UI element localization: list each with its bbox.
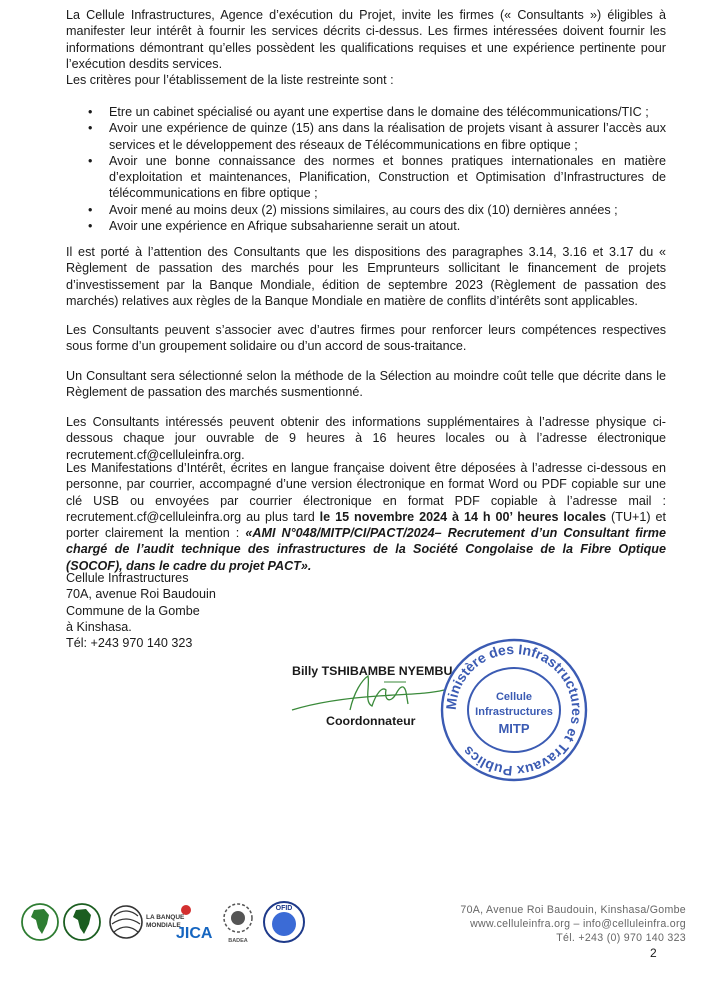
africa-map-logo [22,904,58,940]
list-item: • Avoir une expérience en Afrique subsaharienne serait un atout. [88,219,461,234]
website-link[interactable]: www.celluleinfra.org – info@celluleinfra.org [470,918,686,931]
ami-reference: «AMI N°048/MITP/CI/PACT/2024– Recrutement d’un Consultant firme chargé de l’audit technique des infrastructures de la Société Congolaise de la Fibre Optique (SOCOF), dans le cadre du projet PACT». [66,526,666,573]
list-item: • Avoir une bonne connaissance des normes et bonnes pratiques internationales en matière d’exploitation et maintenances, Planification, Construction et Optimisation d’Infrastructures de télécommunications en fibre optique ; [88,153,666,201]
paragraph-selection-method: Un Consultant sera sélectionné selon la méthode de la Sélection au moindre coût telle que décrite dans le Règlement de passation des marchés susmentionné. [66,369,666,400]
svg-text:MONDIALE: MONDIALE [146,922,181,929]
signatory-name: Billy TSHIBAMBE NYEMBU [292,664,453,678]
bullet-icon: • [88,105,93,119]
world-bank-logo [110,906,185,938]
paragraph-submission: Les Manifestations d’Intérêt, écrites en langue française doivent être déposées à l’adresse ci-dessous en personne, par courrier, accompagné d’une version électronique en format Word ou PDF copiable sur une clé USB ou envoyées par courrier électronique en format PDF copiable à l’adresse mail : recrutement.cf@celluleinfra.org au plus tard le 15 novembre 2024 à 14 h 00’ heures locales (TU+1) et porter clairement la mention : «AMI N°048/MITP/CI/PACT/2024– Recrutement d’un Consultant firme chargé de l’audit technique des infrastructures de la Société Congolaise de la Fibre Optique (SOCOF), dans le cadre du projet PACT». [66,461,667,573]
svg-text:BADEA: BADEA [228,938,248,944]
stamp-line: Infrastructures [475,706,553,718]
paragraph-association: Les Consultants peuvent s’associer avec d’autres firmes pour renforcer leurs compétences respectives sous forme d’un groupement solidaire ou d’un accord de sous-traitance. [66,323,666,354]
svg-text:LA BANQUE: LA BANQUE [146,914,185,921]
official-stamp [438,636,590,784]
paragraph-conflicts-of-interest: Il est porté à l’attention des Consultants que les dispositions des paragraphes 3.14, 3.16 et 3.17 du « Règlement de passation des marchés pour les Emprunteurs sollicitant le financement de projets d’investissement par la Banque Mondiale, édition de septembre 2023 (Règlement de passation des marchés) relatives aux règles de la Banque Mondiale en matière de conflits d’intérêts sont applicables. [66,245,666,308]
paragraph-criteria-intro: Les critères pour l’établissement de la liste restreinte sont : [66,73,394,87]
svg-text:OFID: OFID [275,905,293,912]
footer-contact: 70A, Avenue Roi Baudouin, Kinshasa/Gombe www.celluleinfra.org – info@celluleinfra.org Tél. +243 (0) 970 140 323 [410,903,686,946]
paragraph-invitation: La Cellule Infrastructures, Agence d’exécution du Projet, invite les firmes (« Consultants ») éligibles à manifester leur intérêt à fournir les services décrits ci-dessus. Les firmes intéressées doivent fournir les informations démontrant qu’elles possèdent les qualifications requises et une expérience pertinente pour l’exécution desdits services. [66,8,666,71]
page-number: 2 [650,946,657,960]
bullet-icon: • [88,153,93,168]
sender-address: Cellule Infrastructures 70A, avenue Roi Baudouin Commune de la Gombe à Kinshasa. Tél: +243 970 140 323 [66,571,216,651]
list-item: • Avoir une expérience de quinze (15) ans dans la réalisation de projets visant à assurer l’accès aux services et le développement des réseaux de Télécommunications en fibre optique ; [88,121,666,152]
criteria-list [88,104,666,234]
signatory-title: Coordonnateur [326,714,416,728]
list-item: • Avoir mené au moins deux (2) missions similaires, au cours des dix (10) dernières années ; [88,202,618,217]
africa-map-logo [64,904,100,940]
partner-logos [20,896,310,948]
list-item: • Etre un cabinet spécialisé ou ayant une expertise dans le domaine des télécommunications/TIC ; [88,105,649,119]
ofid-logo [264,902,304,942]
deadline-text: le 15 novembre 2024 à 14 h 00’ heures locales [319,509,607,524]
paragraph-information: Les Consultants intéressés peuvent obtenir des informations supplémentaires à l’adresse physique ci-dessous chaque jour ouvrable de 9 heures à 16 heures locales ou à l’adresse électronique recrutement.cf@celluleinfra.org. [66,415,666,462]
bullet-icon: • [88,219,93,234]
jica-logo [176,905,213,942]
svg-text:JICA: JICA [176,925,213,942]
stamp-line: MITP [498,721,530,736]
stamp-line: Cellule [495,691,533,703]
bullet-icon: • [88,202,93,217]
badea-logo [224,904,252,944]
stamp-ring-text: Ministère des Infrastructures et Travaux Publics [442,640,586,780]
bullet-icon: • [88,121,93,136]
